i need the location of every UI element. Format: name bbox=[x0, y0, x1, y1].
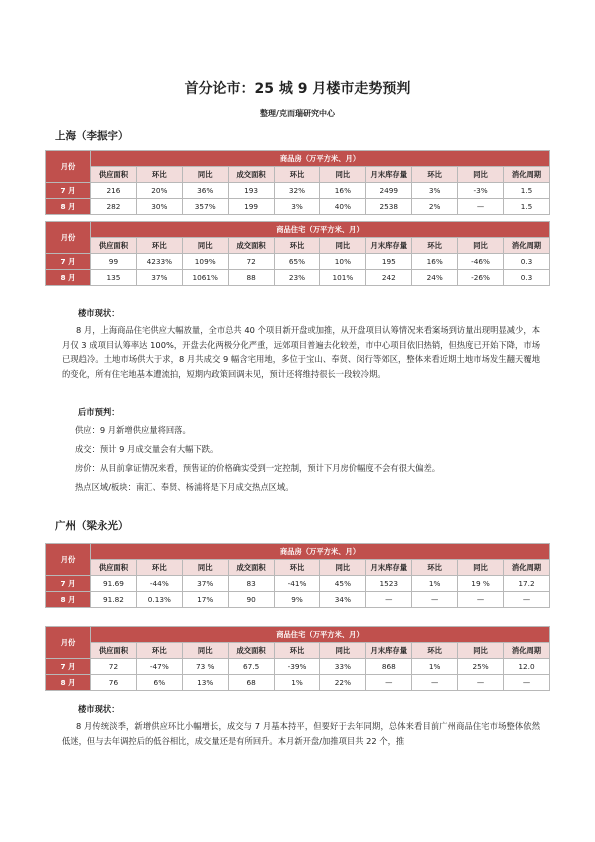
row-month: 7 月 bbox=[46, 576, 91, 592]
table-cell: 216 bbox=[91, 183, 137, 199]
column-header: 成交面积 bbox=[228, 167, 274, 183]
forecast-hotspots: 热点区域/板块：南汇、奉贤、杨浦将是下月成交热点区域。 bbox=[75, 482, 294, 492]
table-cell: 19 % bbox=[458, 576, 504, 592]
table-cell: — bbox=[412, 592, 458, 608]
table-cell: -46% bbox=[458, 254, 504, 270]
document-title: 首分论市：25 城 9 月楼市走势预判 bbox=[184, 81, 411, 97]
table-cell: 17.2 bbox=[504, 576, 550, 592]
table-cell: -39% bbox=[274, 659, 320, 675]
table-cell: — bbox=[504, 675, 550, 691]
column-header: 环比 bbox=[274, 560, 320, 576]
table-cell: 1061% bbox=[182, 270, 228, 286]
table-cell: 357% bbox=[182, 199, 228, 215]
table-cell: 195 bbox=[366, 254, 412, 270]
table-cell: 20% bbox=[136, 183, 182, 199]
column-header: 成交面积 bbox=[228, 560, 274, 576]
table-row bbox=[46, 199, 550, 215]
table-cell: 83 bbox=[228, 576, 274, 592]
table-cell: 1523 bbox=[366, 576, 412, 592]
table-cell: 12.0 bbox=[504, 659, 550, 675]
column-header: 同比 bbox=[182, 238, 228, 254]
table-cell: -47% bbox=[136, 659, 182, 675]
table-cell: 868 bbox=[366, 659, 412, 675]
table-cell: 3% bbox=[274, 199, 320, 215]
guangzhou-status-text: 8 月传统淡季，新增供应环比小幅增长，成交与 7 月基本持平，但要好于去年同期，总体来看目前广州商品住宅市场整体依然低迷，但与去年调控后的低谷相比，成交量还是有所回升。本月新开盘/加推项目共 22 个，推 bbox=[62, 721, 540, 746]
table-row bbox=[46, 254, 550, 270]
table-cell: — bbox=[458, 199, 504, 215]
table-cell: 40% bbox=[320, 199, 366, 215]
city-heading-guangzhou: 广州（梁永光） bbox=[55, 520, 129, 532]
table-cell: 32% bbox=[274, 183, 320, 199]
column-header: 同比 bbox=[320, 238, 366, 254]
column-header: 消化周期 bbox=[504, 238, 550, 254]
column-header: 环比 bbox=[136, 167, 182, 183]
table-row bbox=[46, 592, 550, 608]
table-cell: 1% bbox=[274, 675, 320, 691]
table-cell: 76 bbox=[91, 675, 137, 691]
table-cell: -3% bbox=[458, 183, 504, 199]
row-month: 7 月 bbox=[46, 254, 91, 270]
row-month: 8 月 bbox=[46, 592, 91, 608]
shanghai-commercial-table bbox=[45, 150, 550, 215]
row-month: 7 月 bbox=[46, 183, 91, 199]
column-header: 环比 bbox=[136, 238, 182, 254]
month-label-cell: 月份 bbox=[46, 544, 91, 576]
forecast-supply: 供应：9 月新增供应量将回落。 bbox=[75, 425, 191, 435]
table-cell: 68 bbox=[228, 675, 274, 691]
table-cell: 37% bbox=[136, 270, 182, 286]
row-month: 8 月 bbox=[46, 270, 91, 286]
table-cell: 91.69 bbox=[91, 576, 137, 592]
guangzhou-commercial-table bbox=[45, 543, 550, 608]
forecast-price: 房价：从目前拿证情况来看，预售证的价格确实受到一定控制，预计下月房价幅度不会有很大偏差。 bbox=[75, 463, 441, 473]
forecast-deals: 成交：预计 9 月成交量会有大幅下跌。 bbox=[75, 444, 219, 454]
shanghai-status-title: 楼市现状： bbox=[78, 308, 120, 318]
table-cell: 36% bbox=[182, 183, 228, 199]
table-cell: — bbox=[458, 675, 504, 691]
table-cell: 0.13% bbox=[136, 592, 182, 608]
guangzhou-residential-table bbox=[45, 626, 550, 691]
column-header: 消化周期 bbox=[504, 167, 550, 183]
table-cell: — bbox=[458, 592, 504, 608]
table-group-header: 商品住宅（万平方米、月） bbox=[91, 222, 550, 238]
shanghai-forecast-title: 后市预判： bbox=[78, 407, 120, 417]
shanghai-status-text: 8 月，上海商品住宅供应大幅放量，全市总共 40 个项目新开盘或加推，从开盘项目认筹情况来看案场到访量出现明显减少，本月仅 3 成项目认筹率达 100%，开盘去化两极分化严重，远郊项目普遍去化较差，市中心项目依旧热销，但热度已开始下降，市场已现趋冷。土地市场供大于求，8 月共成交 9 幅含宅用地，多位于宝山、奉贤、闵行等郊区，整体来看近期土地市场发生翻天覆地的变化，所有住宅地基本遭流拍，短期内政策回调未见，预计还将维持很长一段较冷期。 bbox=[62, 325, 540, 379]
table-cell: 101% bbox=[320, 270, 366, 286]
table-cell: 91.82 bbox=[91, 592, 137, 608]
table-cell: 242 bbox=[366, 270, 412, 286]
column-header: 环比 bbox=[274, 167, 320, 183]
column-header: 供应面积 bbox=[91, 238, 137, 254]
column-header: 成交面积 bbox=[228, 238, 274, 254]
table-cell: 65% bbox=[274, 254, 320, 270]
column-header: 同比 bbox=[458, 643, 504, 659]
table-group-header: 商品房（万平方米、月） bbox=[91, 151, 550, 167]
city-heading-shanghai: 上海（李振宇） bbox=[55, 130, 129, 142]
column-header: 同比 bbox=[320, 643, 366, 659]
table-cell: 25% bbox=[458, 659, 504, 675]
table-cell: 23% bbox=[274, 270, 320, 286]
column-header: 供应面积 bbox=[91, 643, 137, 659]
column-header: 环比 bbox=[274, 643, 320, 659]
table-header-row bbox=[46, 643, 550, 659]
table-row bbox=[46, 675, 550, 691]
table-header-row bbox=[46, 238, 550, 254]
table-cell: — bbox=[366, 592, 412, 608]
column-header: 环比 bbox=[136, 643, 182, 659]
table-cell: 16% bbox=[412, 254, 458, 270]
table-cell: 1% bbox=[412, 659, 458, 675]
table-group-header: 商品住宅（万平方米、月） bbox=[91, 627, 550, 643]
table-cell: 9% bbox=[274, 592, 320, 608]
column-header: 同比 bbox=[320, 560, 366, 576]
row-month: 8 月 bbox=[46, 675, 91, 691]
table-cell: 1.5 bbox=[504, 183, 550, 199]
month-label-cell: 月份 bbox=[46, 627, 91, 659]
column-header: 月末库存量 bbox=[366, 167, 412, 183]
table-cell: 30% bbox=[136, 199, 182, 215]
table-cell: 17% bbox=[182, 592, 228, 608]
table-row bbox=[46, 183, 550, 199]
table-cell: 34% bbox=[320, 592, 366, 608]
table-cell: 2538 bbox=[366, 199, 412, 215]
column-header: 环比 bbox=[274, 238, 320, 254]
table-cell: 4233% bbox=[136, 254, 182, 270]
table-row bbox=[46, 659, 550, 675]
column-header: 供应面积 bbox=[91, 560, 137, 576]
table-cell: — bbox=[412, 675, 458, 691]
row-month: 8 月 bbox=[46, 199, 91, 215]
column-header: 环比 bbox=[412, 238, 458, 254]
table-group-row bbox=[46, 151, 550, 167]
table-cell: 73 % bbox=[182, 659, 228, 675]
table-cell: 6% bbox=[136, 675, 182, 691]
column-header: 环比 bbox=[412, 560, 458, 576]
table-cell: — bbox=[504, 592, 550, 608]
table-cell: 0.3 bbox=[504, 270, 550, 286]
table-row bbox=[46, 270, 550, 286]
column-header: 消化周期 bbox=[504, 560, 550, 576]
table-group-row bbox=[46, 222, 550, 238]
table-cell: 22% bbox=[320, 675, 366, 691]
row-month: 7 月 bbox=[46, 659, 91, 675]
table-cell: 99 bbox=[91, 254, 137, 270]
column-header: 环比 bbox=[136, 560, 182, 576]
column-header: 环比 bbox=[412, 643, 458, 659]
column-header: 环比 bbox=[412, 167, 458, 183]
table-cell: 88 bbox=[228, 270, 274, 286]
shanghai-residential-table bbox=[45, 221, 550, 286]
table-cell: 193 bbox=[228, 183, 274, 199]
month-label-cell: 月份 bbox=[46, 222, 91, 254]
table-group-header: 商品房（万平方米、月） bbox=[91, 544, 550, 560]
table-header-row bbox=[46, 560, 550, 576]
table-cell: 1.5 bbox=[504, 199, 550, 215]
document-subtitle: 整理/克而瑞研究中心 bbox=[260, 109, 335, 118]
column-header: 同比 bbox=[458, 167, 504, 183]
column-header: 同比 bbox=[182, 560, 228, 576]
table-cell: 2499 bbox=[366, 183, 412, 199]
table-cell: 3% bbox=[412, 183, 458, 199]
table-cell: 282 bbox=[91, 199, 137, 215]
table-cell: 109% bbox=[182, 254, 228, 270]
table-group-row bbox=[46, 627, 550, 643]
table-cell: 135 bbox=[91, 270, 137, 286]
table-group-row bbox=[46, 544, 550, 560]
table-cell: -44% bbox=[136, 576, 182, 592]
column-header: 同比 bbox=[458, 560, 504, 576]
table-cell: 1% bbox=[412, 576, 458, 592]
table-cell: 16% bbox=[320, 183, 366, 199]
column-header: 月末库存量 bbox=[366, 643, 412, 659]
table-cell: 45% bbox=[320, 576, 366, 592]
column-header: 月末库存量 bbox=[366, 560, 412, 576]
table-cell: 199 bbox=[228, 199, 274, 215]
table-cell: 72 bbox=[91, 659, 137, 675]
table-cell: -41% bbox=[274, 576, 320, 592]
column-header: 成交面积 bbox=[228, 643, 274, 659]
table-cell: — bbox=[366, 675, 412, 691]
table-cell: 13% bbox=[182, 675, 228, 691]
column-header: 供应面积 bbox=[91, 167, 137, 183]
column-header: 消化周期 bbox=[504, 643, 550, 659]
column-header: 同比 bbox=[458, 238, 504, 254]
table-cell: -26% bbox=[458, 270, 504, 286]
table-cell: 72 bbox=[228, 254, 274, 270]
column-header: 同比 bbox=[182, 167, 228, 183]
month-label-cell: 月份 bbox=[46, 151, 91, 183]
table-row bbox=[46, 576, 550, 592]
table-cell: 33% bbox=[320, 659, 366, 675]
column-header: 同比 bbox=[182, 643, 228, 659]
column-header: 月末库存量 bbox=[366, 238, 412, 254]
column-header: 同比 bbox=[320, 167, 366, 183]
table-cell: 90 bbox=[228, 592, 274, 608]
table-cell: 37% bbox=[182, 576, 228, 592]
table-header-row bbox=[46, 167, 550, 183]
guangzhou-status-title: 楼市现状： bbox=[78, 704, 120, 714]
table-cell: 0.3 bbox=[504, 254, 550, 270]
table-cell: 10% bbox=[320, 254, 366, 270]
table-cell: 24% bbox=[412, 270, 458, 286]
table-cell: 2% bbox=[412, 199, 458, 215]
table-cell: 67.5 bbox=[228, 659, 274, 675]
